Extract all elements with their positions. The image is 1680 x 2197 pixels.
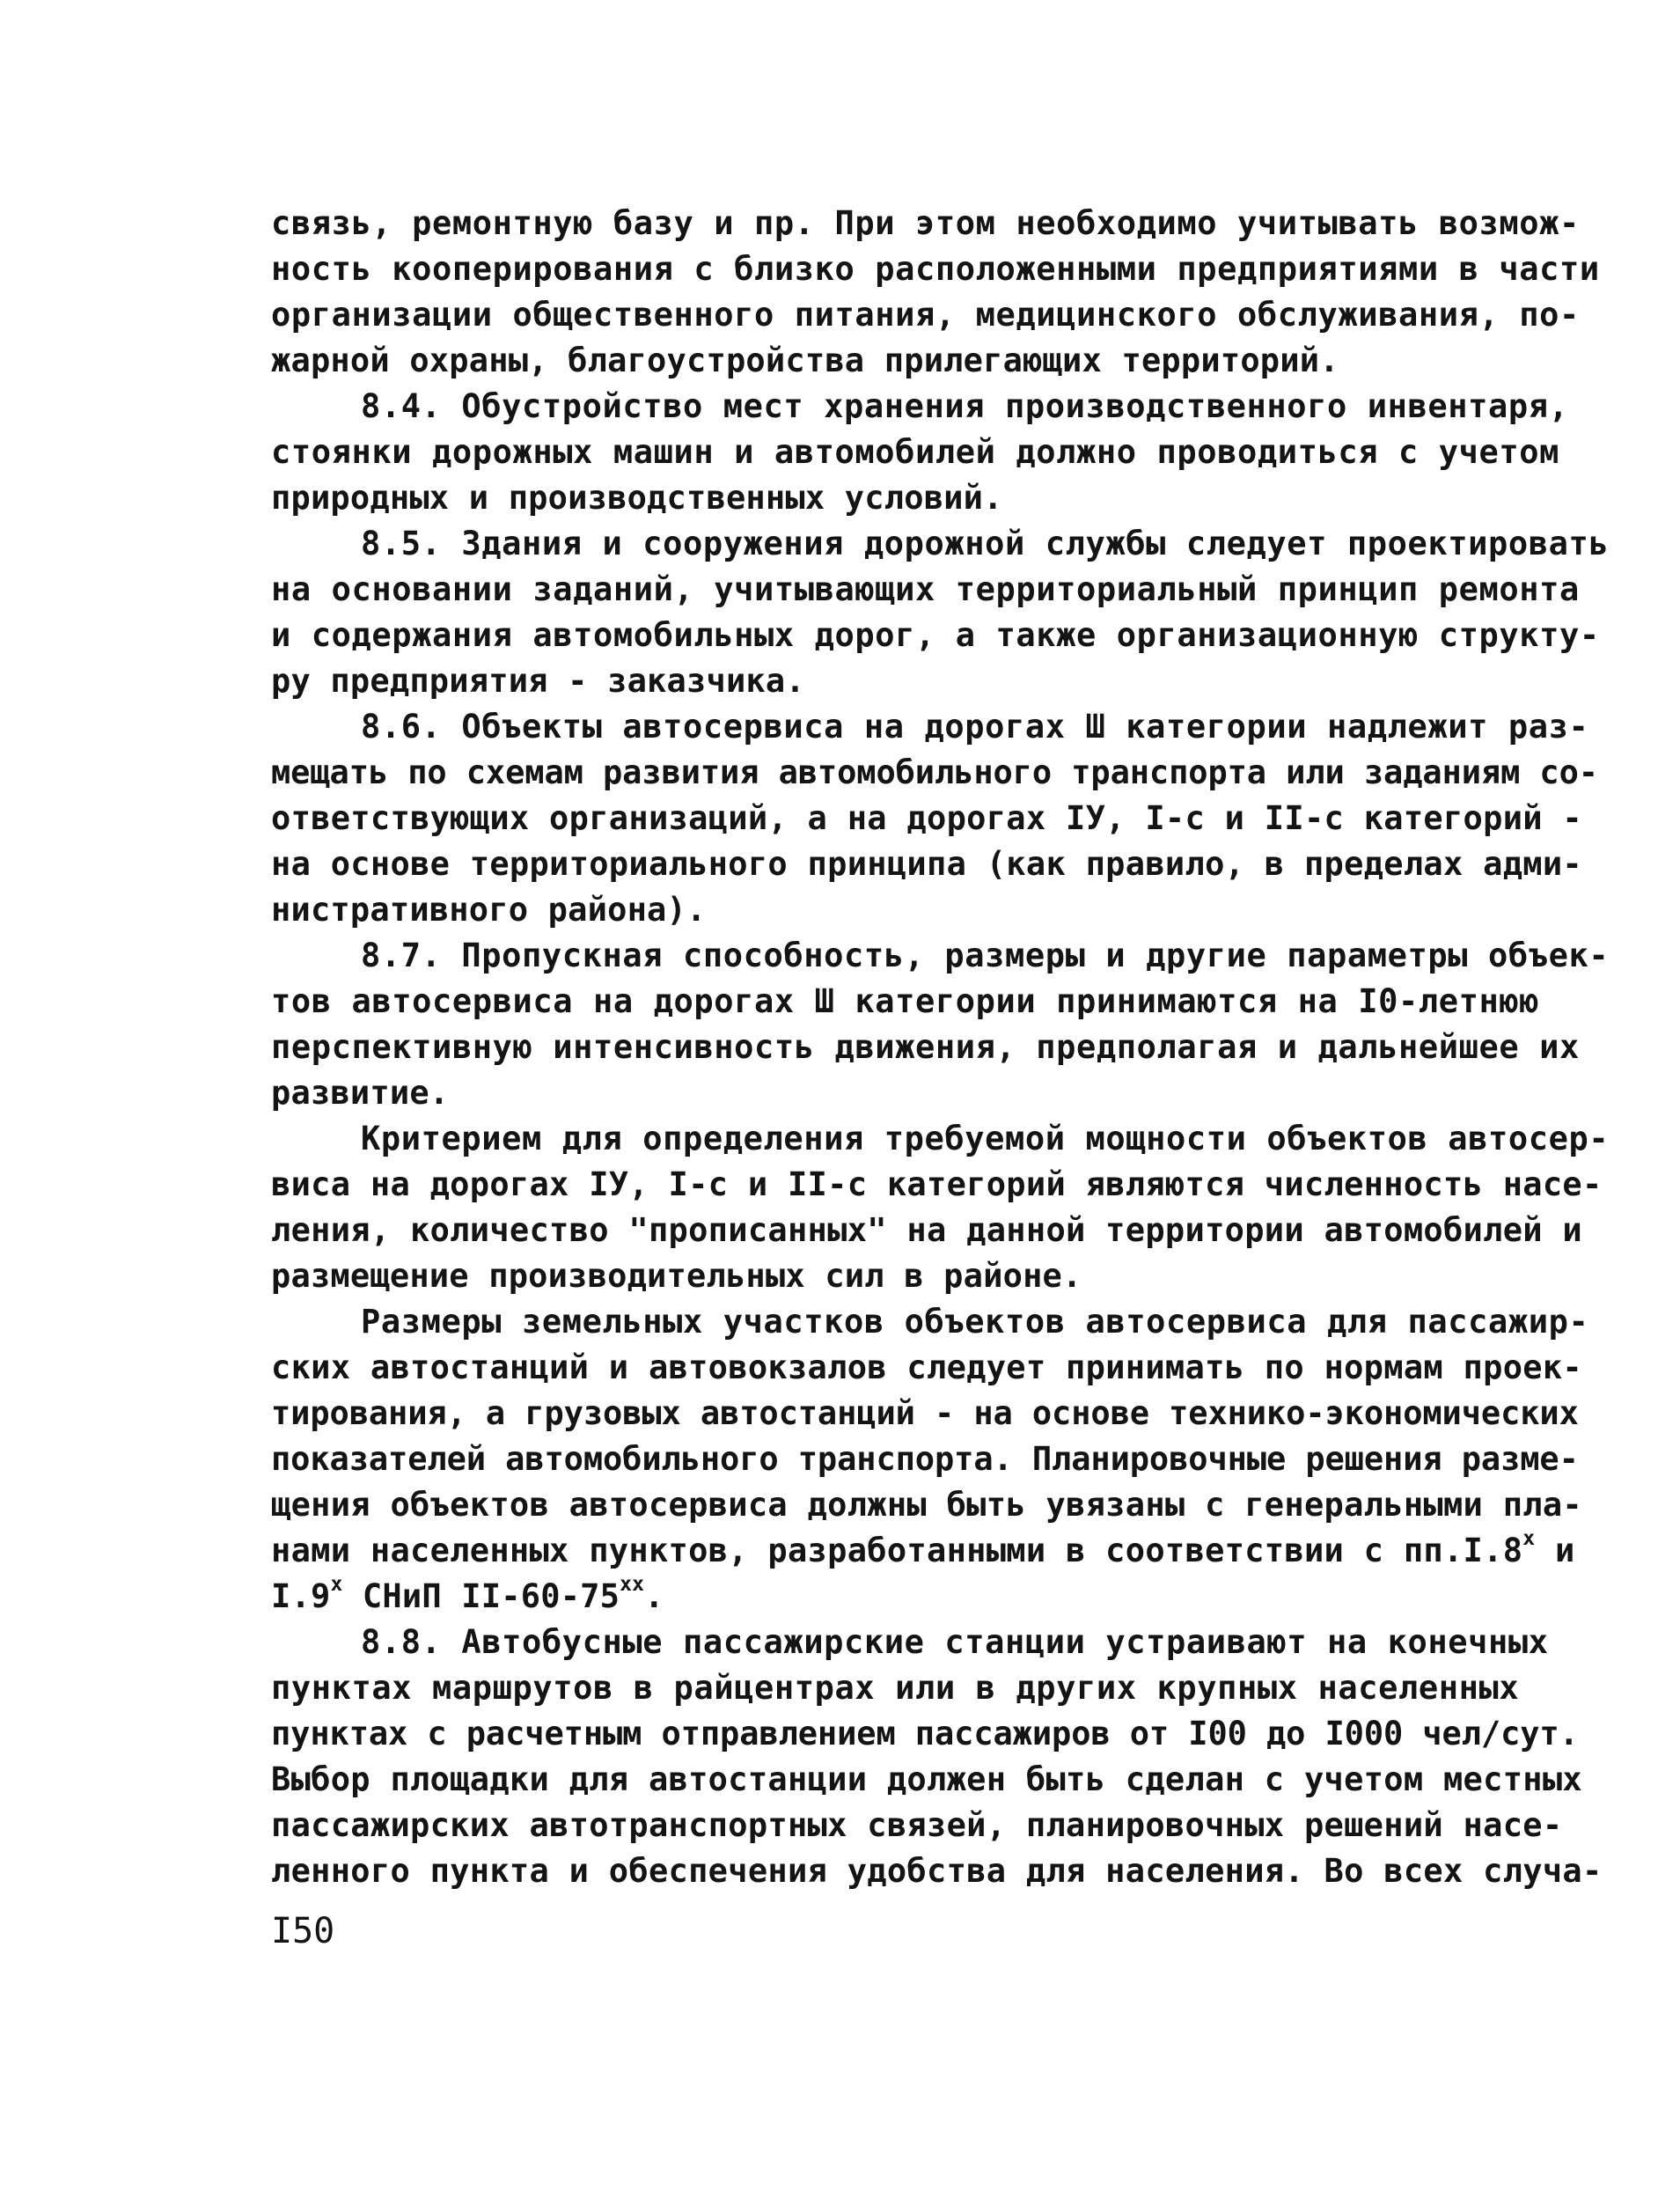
text-line: пассажирских автотранспортных связей, планировочных решений насе- [271,1806,1563,1844]
text-line: размещение производительных сил в районе. [271,1257,1082,1295]
text-line: природных и производственных условий. [271,479,1003,517]
text-line: тирования, а грузовых автостанций - на основе технико-экономических [271,1394,1579,1432]
text-line: ответствующих организаций, а на дорогах IУ, I-с и II-с категорий - [271,799,1583,837]
text-span: и [1535,1532,1575,1569]
footnote-mark: xx [620,1572,645,1596]
text-line [271,1528,1575,1574]
text-line: пунктах с расчетным отправлением пассажиров от I00 до I000 чел/сут. [271,1715,1579,1752]
text-span: нами населенных пунктов, разработанными в соответствии с пп.I.8 [271,1532,1523,1569]
page-number: I50 [271,1911,335,1951]
text-line: ских автостанций и автовокзалов следует принимать по нормам проек- [271,1348,1583,1386]
text-line: Выбор площадки для автостанции должен быть сделан с учетом местных [271,1760,1583,1798]
text-line: показателей автомобильного транспорта. Планировочные решения разме- [271,1440,1579,1478]
text-line: и содержания автомобильных дорог, а также организационную структу- [271,616,1600,654]
text-line: виса на дорогах IУ, I-с и II-с категорий являются численность насе- [271,1165,1603,1203]
text-line: на основе территориального принципа (как правило, в пределах адми- [271,845,1583,883]
text-line: связь, ремонтную базу и пр. При этом необходимо учитывать возмож- [271,204,1580,242]
text-line: ность кооперирования с близко расположенными предприятиями в части [271,250,1600,288]
text-line: 8.4. Обустройство мест хранения производственного инвентаря, [361,387,1569,425]
text-line: 8.6. Объекты автосервиса на дорогах Ш категории надлежит раз- [361,708,1589,746]
text-line: ления, количество "прописанных" на данной территории автомобилей и [271,1211,1583,1249]
text-line: 8.8. Автобусные пассажирские станции устраивают на конечных [361,1623,1549,1661]
text-line: на основании заданий, учитывающих территориальный принцип ремонта [271,570,1580,608]
text-line: мещать по схемам развития автомобильного транспорта или заданиям со- [271,753,1598,791]
text-line: развитие. [271,1074,450,1112]
text-line: 8.7. Пропускная способность, размеры и другие параметры объек- [361,937,1610,974]
text-line: нистративного района). [271,891,707,929]
text-span: СНиП II-60-75 [342,1577,620,1615]
text-line: пунктах маршрутов в райцентрах или в других крупных населенных [271,1669,1520,1707]
text-line: ру предприятия - заказчика. [271,662,805,700]
text-line: ленного пункта и обеспечения удобства для населения. Во всех случа- [271,1852,1603,1890]
text-line: щения объектов автосервиса должны быть увязаны с генеральными пла- [271,1486,1583,1524]
text-line: перспективную интенсивность движения, предполагая и дальнейшее их [271,1028,1580,1066]
footnote-mark: x [330,1572,343,1596]
text-line: тов автосервиса на дорогах Ш категории принимаются на I0-летнюю [271,982,1540,1020]
text-line: Критерием для определения требуемой мощности объектов автосер- [361,1120,1610,1157]
text-line [271,1574,664,1620]
text-line: организации общественного питания, медицинского обслуживания, по- [271,296,1580,334]
text-span: I.9 [271,1577,331,1615]
text-line: 8.5. Здания и сооружения дорожной службы следует проектировать [361,525,1610,562]
text-line: Размеры земельных участков объектов автосервиса для пассажир- [361,1303,1589,1341]
text-line: жарной охраны, благоустройства прилегающих территорий. [271,342,1339,379]
text-line: стоянки дорожных машин и автомобилей должно проводиться с учетом [271,433,1560,471]
footnote-mark: x [1522,1526,1536,1550]
text-span: . [644,1577,664,1615]
